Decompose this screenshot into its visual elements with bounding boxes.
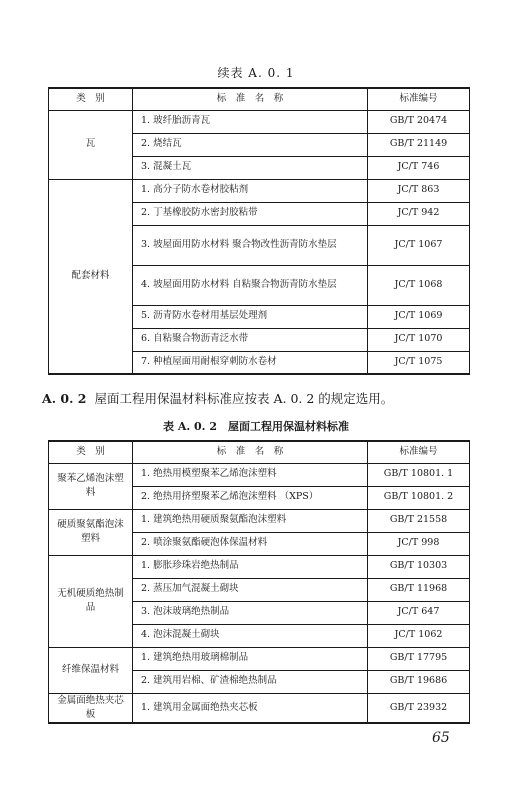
category-cell: 配套材料 [49, 179, 133, 374]
standard-code: JC/T 746 [368, 156, 470, 179]
table1 [48, 87, 470, 375]
standard-name: 1. 玻纤胎沥青瓦 [133, 110, 368, 133]
standard-code: GB/T 10801. 1 [368, 463, 470, 486]
table-row [49, 555, 470, 578]
standard-code: JC/T 1075 [368, 351, 470, 374]
standard-code: JC/T 1070 [368, 328, 470, 351]
table-row [49, 693, 470, 723]
standard-code: JC/T 1069 [368, 305, 470, 328]
table-header-row [49, 88, 470, 110]
standard-code: GB/T 21149 [368, 133, 470, 156]
standard-code: GB/T 19686 [368, 670, 470, 693]
category-cell: 硬质聚氨酯泡沫塑料 [49, 509, 133, 555]
header-name: 标 准 名 称 [133, 441, 368, 463]
standard-code: JC/T 998 [368, 532, 470, 555]
standard-code: JC/T 1062 [368, 624, 470, 647]
section-number: A. 0. 2 [42, 391, 87, 406]
standard-name: 1. 高分子防水卷材胶粘剂 [133, 179, 368, 202]
standard-name: 2. 烧结瓦 [133, 133, 368, 156]
table-row [49, 110, 470, 133]
standard-code: JC/T 1067 [368, 225, 470, 265]
category-cell: 无机硬质绝热制品 [49, 555, 133, 647]
header-category: 类 别 [49, 441, 133, 463]
standard-code: GB/T 20474 [368, 110, 470, 133]
header-name: 标 准 名 称 [133, 88, 368, 110]
standard-name: 7. 种植屋面用耐根穿刺防水卷材 [133, 351, 368, 374]
standard-name: 2. 绝热用挤塑聚苯乙烯泡沫塑料 （XPS） [133, 486, 368, 509]
standard-code: GB/T 11968 [368, 578, 470, 601]
table-row [49, 463, 470, 486]
page-number: 65 [432, 730, 450, 746]
standard-name: 2. 蒸压加气混凝土砌块 [133, 578, 368, 601]
standard-code: GB/T 10801. 2 [368, 486, 470, 509]
table2-caption: 表 A. 0. 2 屋面工程用保温材料标准 [163, 420, 349, 433]
category-cell: 聚苯乙烯泡沫塑料 [49, 463, 133, 509]
category-cell: 瓦 [49, 110, 133, 179]
section-heading [42, 389, 393, 407]
standard-name: 1. 绝热用模塑聚苯乙烯泡沫塑料 [133, 463, 368, 486]
header-code: 标准编号 [368, 441, 470, 463]
standard-name: 5. 沥青防水卷材用基层处理剂 [133, 305, 368, 328]
standard-name: 2. 丁基橡胶防水密封胶粘带 [133, 202, 368, 225]
table1-caption: 续表 A. 0. 1 [217, 66, 295, 80]
standard-name: 2. 建筑用岩棉、矿渣棉绝热制品 [133, 670, 368, 693]
standard-code: GB/T 23932 [368, 693, 470, 723]
header-code: 标准编号 [368, 88, 470, 110]
table-row [49, 509, 470, 532]
table-header-row [49, 441, 470, 463]
table-row [49, 647, 470, 670]
table-row [49, 179, 470, 202]
standard-name: 1. 建筑绝热用玻璃棉制品 [133, 647, 368, 670]
standard-name: 1. 建筑用金属面绝热夹芯板 [133, 693, 368, 723]
standard-code: GB/T 21558 [368, 509, 470, 532]
section-text: 屋面工程用保温材料标准应按表 A. 0. 2 的规定选用。 [94, 391, 394, 406]
standard-code: GB/T 10303 [368, 555, 470, 578]
standard-name: 3. 混凝土瓦 [133, 156, 368, 179]
standard-name: 4. 坡屋面用防水材料 自粘聚合物沥青防水垫层 [133, 265, 368, 305]
standard-code: JC/T 1068 [368, 265, 470, 305]
standard-code: JC/T 863 [368, 179, 470, 202]
standard-name: 1. 膨胀珍珠岩绝热制品 [133, 555, 368, 578]
standard-name: 2. 喷涂聚氨酯硬泡体保温材料 [133, 532, 368, 555]
table2 [48, 440, 470, 724]
standard-code: JC/T 647 [368, 601, 470, 624]
standard-code: JC/T 942 [368, 202, 470, 225]
category-cell: 金属面绝热夹芯板 [49, 693, 133, 723]
header-category: 类 别 [49, 88, 133, 110]
standard-name: 3. 泡沫玻璃绝热制品 [133, 601, 368, 624]
standard-name: 4. 泡沫混凝土砌块 [133, 624, 368, 647]
standard-code: GB/T 17795 [368, 647, 470, 670]
standard-name: 1. 建筑绝热用硬质聚氨酯泡沫塑料 [133, 509, 368, 532]
standard-name: 6. 自粘聚合物沥青泛水带 [133, 328, 368, 351]
category-cell: 纤维保温材料 [49, 647, 133, 693]
standard-name: 3. 坡屋面用防水材料 聚合物改性沥青防水垫层 [133, 225, 368, 265]
